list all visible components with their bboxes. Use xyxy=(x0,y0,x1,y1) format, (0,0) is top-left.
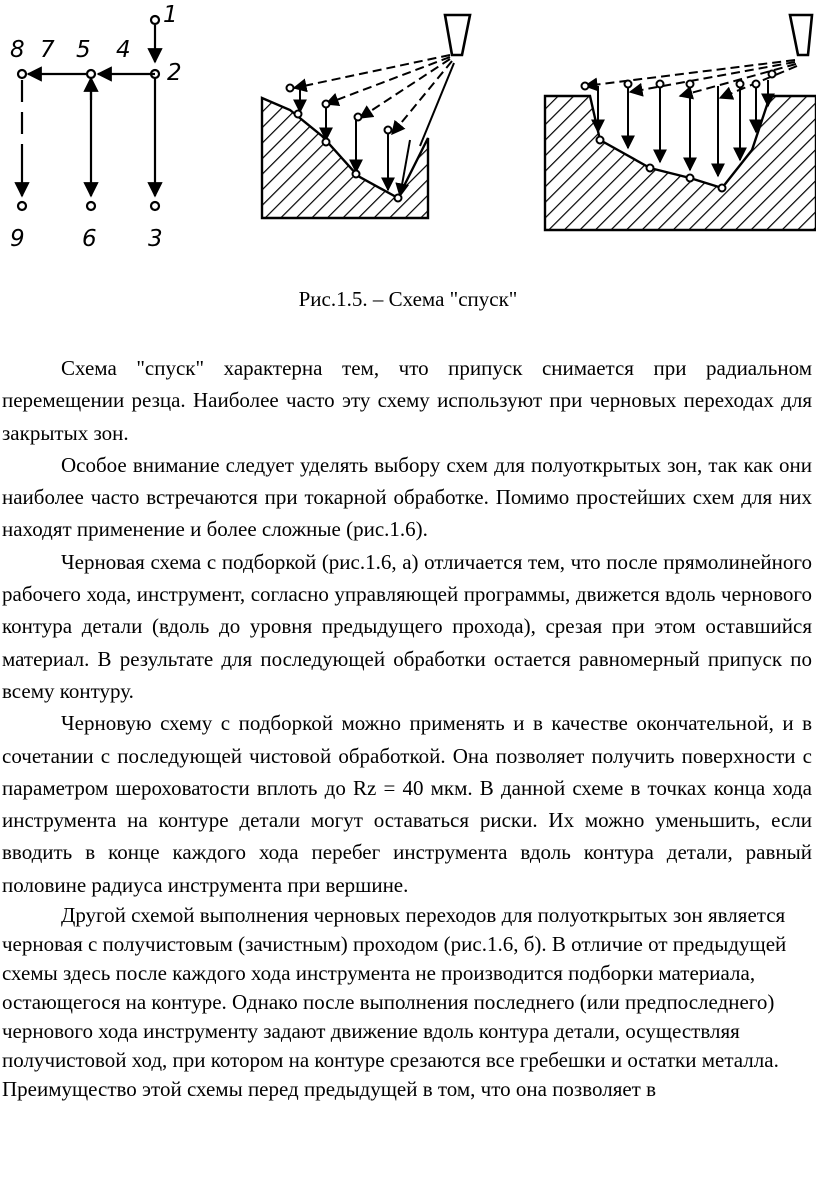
point-label-5: 5 xyxy=(76,37,91,63)
paragraph: Другой схемой выполнения черновых переходов для полуоткрытых зон является черновая с получистовым (зачистным) проходом (рис.1.6, б). В отличие от предыдущей схемы здесь после каждого хода инструмента не производится подборки материала, остающегося на контуре. Однако после выполнения последнего (или предпоследнего) чернового хода инструменту задают движение вдоль контура детали, осуществляя получистовой ход, при котором на контуре срезаются все гребешки и остатки металла. xyxy=(2,903,787,1073)
point-label-1: 1 xyxy=(163,2,178,28)
point-label-3: 3 xyxy=(148,226,163,252)
paragraph: Черновую схему с подборкой можно применять и в качестве окончательной, и в сочетании с последующей чистовой обработкой. Она позволяет получить поверхности с параметром шероховатости вплоть до Rz = 40 мкм. В данной схеме в точках конца хода инструмента на контуре детали могут оставаться риски. Их можно уменьшить, если вводить в конце каждого хода перебег инструмента вдоль контура детали, равный половине радиуса инструмента при вершине. xyxy=(2,711,812,897)
paragraph: Схема "спуск" характерна тем, что припуск снимается при радиальном перемещении резца. Наиболее часто эту схему используют при черновых переходах для закрытых зон. xyxy=(2,356,812,445)
point-label-6: 6 xyxy=(82,226,97,252)
point-label-7: 7 xyxy=(40,37,55,63)
point-label-9: 9 xyxy=(10,226,25,252)
point-label-8: 8 xyxy=(10,37,25,63)
figure-caption: Рис.1.5. – Схема "спуск" xyxy=(298,287,518,311)
descent-diagram-right xyxy=(545,15,816,230)
paragraph: Преимущество этой схемы перед предыдущей в том, что она позволяет в xyxy=(2,1077,657,1102)
figure-1-5-descent-scheme xyxy=(0,0,816,270)
point-label-2: 2 xyxy=(167,60,182,86)
descent-diagram-left xyxy=(262,15,470,218)
point-label-4: 4 xyxy=(116,37,131,63)
body-text xyxy=(2,352,812,1104)
paragraph: Особое внимание следует уделять выбору схем для полуоткрытых зон, так как они наиболее часто встречаются при токарной обработке. Помимо простейших схем для них находят применение и более сложные (рис.1.6). xyxy=(2,452,812,542)
paragraph: Черновая схема с подборкой (рис.1.6, а) отличается тем, что после прямолинейного рабочего хода, инструмент, согласно управляющей программы, движется вдоль чернового контура детали (вдоль до уровня предыдущего прохода), срезая при этом оставшийся материал. В результате для последующей обработки остается равномерный припуск по всему контуру. xyxy=(2,549,812,703)
